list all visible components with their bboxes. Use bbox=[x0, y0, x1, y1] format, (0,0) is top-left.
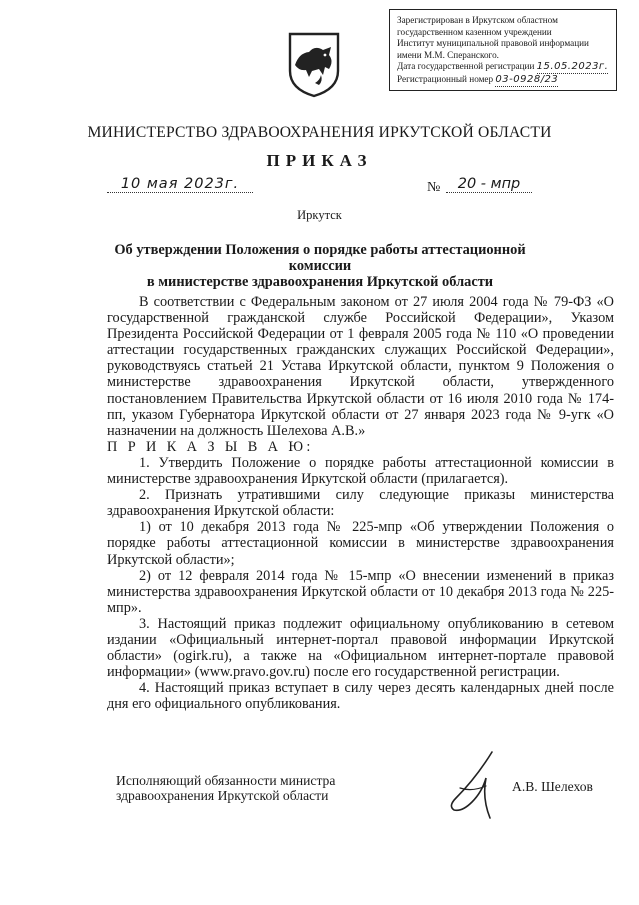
document-type: ПРИКАЗ bbox=[266, 151, 373, 170]
stamp-reg-number-value: 03-0928/23 bbox=[495, 73, 559, 85]
decree-word: П Р И К А З Ы В А Ю: bbox=[107, 438, 314, 455]
stamp-reg-date-value: 15.05.2023г. bbox=[536, 61, 609, 73]
ministry-name: МИНИСТЕРСТВО ЗДРАВООХРАНЕНИЯ ИРКУТСКОЙ ОБЛАСТИ bbox=[87, 124, 552, 141]
paragraph-2-item-2: 2) от 12 февраля 2014 года № 15-мпр «О внесении изменений в приказ министерства здравоохранения Иркутской области от 10 декабря 2013 года № 225-мпр». bbox=[107, 567, 614, 616]
registration-stamp bbox=[389, 9, 617, 91]
number-label: № bbox=[427, 180, 441, 195]
stamp-line: Институт муниципальной правовой информации bbox=[397, 38, 589, 49]
position-line: здравоохранения Иркутской области bbox=[116, 787, 329, 803]
stamp-line: государственном казенном учреждении bbox=[397, 26, 552, 37]
signatory-name: А.В. Шелехов bbox=[512, 779, 593, 794]
stamp-line: Зарегистрирован в Иркутском областном bbox=[397, 15, 558, 25]
signatory-position bbox=[116, 774, 335, 803]
document-title bbox=[100, 242, 540, 290]
document-number: 20 - мпр bbox=[446, 176, 532, 193]
stamp-reg-number bbox=[397, 74, 610, 87]
city: Иркутск bbox=[297, 208, 342, 222]
stamp-line: имени М.М. Сперанского. bbox=[397, 49, 499, 60]
paragraph-2-item-1: 1) от 10 декабря 2013 года № 225-мпр «Об утверждении Положения о порядке работы аттестационной комиссии в министерстве здравоохранения Иркутской области»; bbox=[107, 519, 614, 568]
title-line: в министерстве здравоохранения Иркутской области bbox=[146, 274, 494, 290]
preamble: В соответствии с Федеральным законом от 27 июля 2004 года № 79-ФЗ «О государственной гражданской службе Российской Федерации», Указом Президента Российской Федерации от 1 февраля 2005 года № 110 «О проведении аттестации государственных гражданских служащих Российской Федерации», руководствуясь статьей 21 Устава Иркутской области, пунктом 9 Положения о министерстве здравоохранения Иркутской области, утвержденного постановлением Правительства Иркутской области от 16 июля 2010 года № 174-пп, указом Губернатора Иркутской области от 27 января 2023 года № 9-угк «О назначении на должность Шелехова А.В.» bbox=[107, 294, 614, 439]
stamp-reg-date bbox=[397, 61, 610, 74]
stamp-reg-date-label: Дата государственной регистрации bbox=[397, 61, 535, 72]
paragraph-3: 3. Настоящий приказ подлежит официальному опубликованию в сетевом издании «Официальный интернет-портал правовой информации Иркутской области» (ogirk.ru), а также на «Официальном интернет-портале правовой информации» (www.pravo.gov.ru) после его государственной регистрации. bbox=[107, 615, 614, 681]
coat-of-arms-icon bbox=[287, 31, 341, 98]
paragraph-1: 1. Утвердить Положение о порядке работы аттестационной комиссии в министерстве здравоохранения Иркутской области (прилагается). bbox=[107, 454, 614, 488]
paragraph-2: 2. Признать утратившими силу следующие приказы министерства здравоохранения Иркутской области: bbox=[107, 487, 614, 520]
document-body bbox=[107, 294, 614, 712]
handwritten-signature bbox=[442, 748, 506, 822]
document-date: 10 мая 2023г. bbox=[107, 176, 253, 193]
paragraph-4: 4. Настоящий приказ вступает в силу через десять календарных дней после дня его официального опубликования. bbox=[107, 680, 614, 713]
stamp-reg-number-label: Регистрационный номер bbox=[397, 73, 494, 84]
title-line: Об утверждении Положения о порядке работы аттестационной комиссии bbox=[114, 242, 526, 274]
position-line: Исполняющий обязанности министра bbox=[116, 773, 336, 788]
